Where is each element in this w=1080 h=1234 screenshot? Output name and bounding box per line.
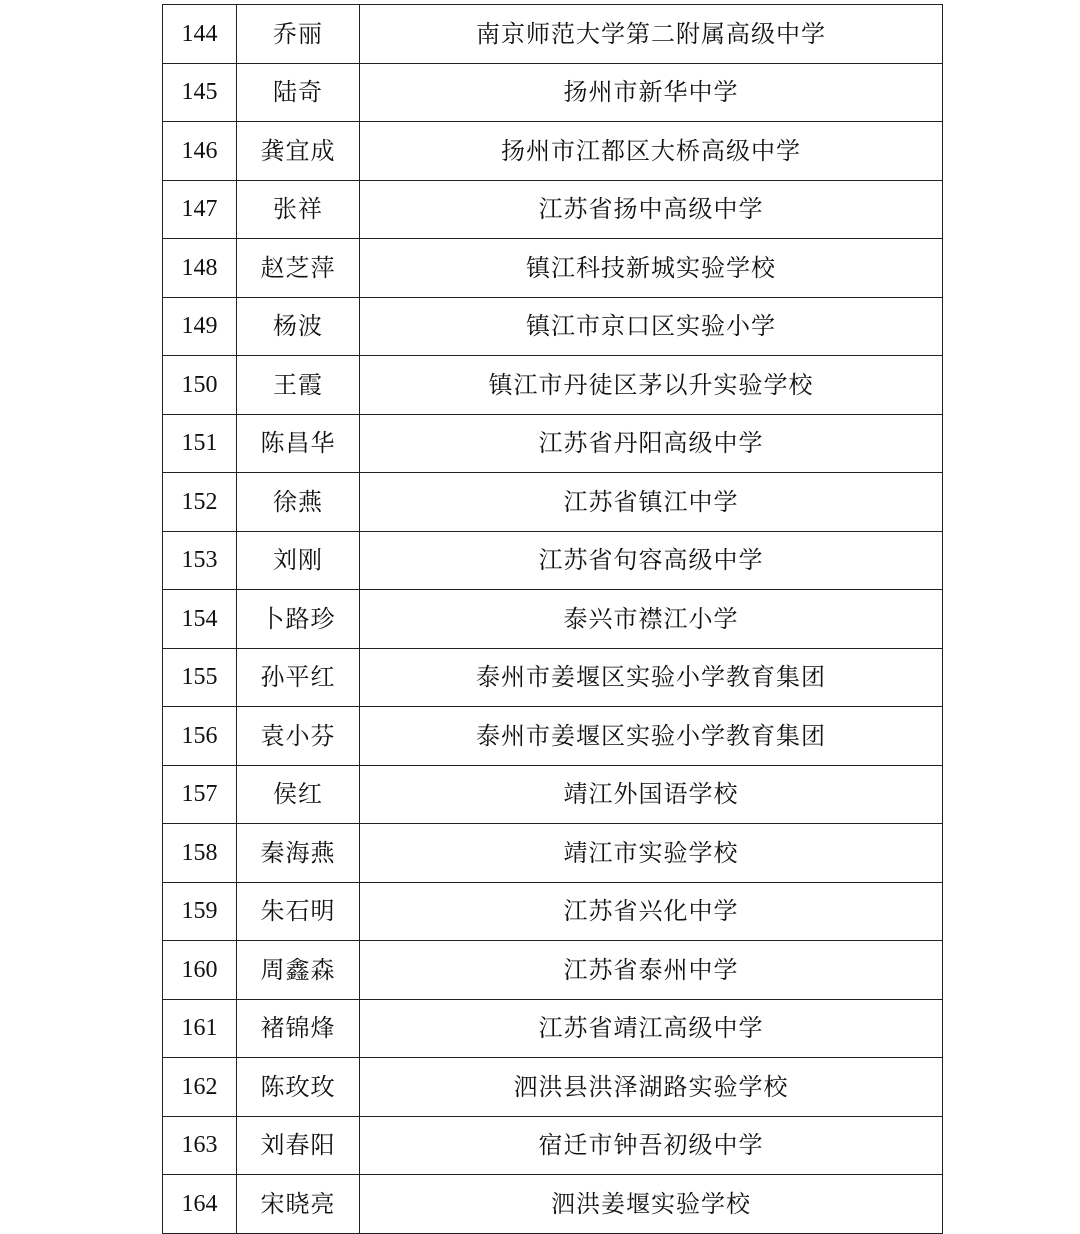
table-row bbox=[163, 473, 943, 532]
school-name: 靖江外国语学校 bbox=[360, 765, 943, 824]
row-number: 156 bbox=[163, 707, 237, 766]
table-row bbox=[163, 999, 943, 1058]
row-number: 164 bbox=[163, 1175, 237, 1234]
table-row bbox=[163, 122, 943, 181]
school-name: 江苏省泰州中学 bbox=[360, 941, 943, 1000]
school-name: 扬州市江都区大桥高级中学 bbox=[360, 122, 943, 181]
school-name: 靖江市实验学校 bbox=[360, 824, 943, 883]
person-name: 侯红 bbox=[237, 765, 360, 824]
row-number: 145 bbox=[163, 63, 237, 122]
school-name: 镇江科技新城实验学校 bbox=[360, 239, 943, 298]
person-name: 褚锦烽 bbox=[237, 999, 360, 1058]
school-name: 南京师范大学第二附属高级中学 bbox=[360, 5, 943, 64]
person-name: 陆奇 bbox=[237, 63, 360, 122]
roster-table-body bbox=[163, 5, 943, 1234]
person-name: 陈玫玫 bbox=[237, 1058, 360, 1117]
school-name: 江苏省扬中高级中学 bbox=[360, 180, 943, 239]
table-row bbox=[163, 707, 943, 766]
table-row bbox=[163, 590, 943, 649]
person-name: 周鑫森 bbox=[237, 941, 360, 1000]
table-row bbox=[163, 414, 943, 473]
row-number: 160 bbox=[163, 941, 237, 1000]
person-name: 张祥 bbox=[237, 180, 360, 239]
person-name: 卜路珍 bbox=[237, 590, 360, 649]
person-name: 朱石明 bbox=[237, 882, 360, 941]
person-name: 陈昌华 bbox=[237, 414, 360, 473]
person-name: 龚宜成 bbox=[237, 122, 360, 181]
school-name: 江苏省兴化中学 bbox=[360, 882, 943, 941]
person-name: 徐燕 bbox=[237, 473, 360, 532]
row-number: 161 bbox=[163, 999, 237, 1058]
table-row bbox=[163, 824, 943, 883]
person-name: 袁小芬 bbox=[237, 707, 360, 766]
table-row bbox=[163, 5, 943, 64]
row-number: 144 bbox=[163, 5, 237, 64]
table-row bbox=[163, 180, 943, 239]
person-name: 刘春阳 bbox=[237, 1116, 360, 1175]
school-name: 江苏省丹阳高级中学 bbox=[360, 414, 943, 473]
school-name: 扬州市新华中学 bbox=[360, 63, 943, 122]
row-number: 147 bbox=[163, 180, 237, 239]
person-name: 杨波 bbox=[237, 297, 360, 356]
row-number: 159 bbox=[163, 882, 237, 941]
row-number: 150 bbox=[163, 356, 237, 415]
person-name: 秦海燕 bbox=[237, 824, 360, 883]
row-number: 153 bbox=[163, 531, 237, 590]
school-name: 镇江市丹徒区茅以升实验学校 bbox=[360, 356, 943, 415]
school-name: 宿迁市钟吾初级中学 bbox=[360, 1116, 943, 1175]
row-number: 148 bbox=[163, 239, 237, 298]
table-row bbox=[163, 531, 943, 590]
row-number: 146 bbox=[163, 122, 237, 181]
table-row bbox=[163, 239, 943, 298]
person-name: 宋晓亮 bbox=[237, 1175, 360, 1234]
row-number: 163 bbox=[163, 1116, 237, 1175]
table-row bbox=[163, 1175, 943, 1234]
table-row bbox=[163, 63, 943, 122]
table-row bbox=[163, 648, 943, 707]
roster-table-container bbox=[162, 4, 942, 1218]
person-name: 刘刚 bbox=[237, 531, 360, 590]
table-row bbox=[163, 1116, 943, 1175]
school-name: 镇江市京口区实验小学 bbox=[360, 297, 943, 356]
school-name: 江苏省靖江高级中学 bbox=[360, 999, 943, 1058]
table-row bbox=[163, 882, 943, 941]
school-name: 泰兴市襟江小学 bbox=[360, 590, 943, 649]
row-number: 162 bbox=[163, 1058, 237, 1117]
person-name: 孙平红 bbox=[237, 648, 360, 707]
person-name: 赵芝萍 bbox=[237, 239, 360, 298]
row-number: 154 bbox=[163, 590, 237, 649]
person-name: 王霞 bbox=[237, 356, 360, 415]
person-name: 乔丽 bbox=[237, 5, 360, 64]
school-name: 江苏省镇江中学 bbox=[360, 473, 943, 532]
school-name: 泰州市姜堰区实验小学教育集团 bbox=[360, 707, 943, 766]
table-row bbox=[163, 356, 943, 415]
row-number: 157 bbox=[163, 765, 237, 824]
row-number: 152 bbox=[163, 473, 237, 532]
school-name: 泰州市姜堰区实验小学教育集团 bbox=[360, 648, 943, 707]
table-row bbox=[163, 765, 943, 824]
row-number: 149 bbox=[163, 297, 237, 356]
school-name: 泗洪县洪泽湖路实验学校 bbox=[360, 1058, 943, 1117]
school-name: 江苏省句容高级中学 bbox=[360, 531, 943, 590]
roster-table bbox=[162, 4, 943, 1234]
school-name: 泗洪姜堰实验学校 bbox=[360, 1175, 943, 1234]
row-number: 155 bbox=[163, 648, 237, 707]
table-row bbox=[163, 1058, 943, 1117]
table-row bbox=[163, 297, 943, 356]
row-number: 158 bbox=[163, 824, 237, 883]
row-number: 151 bbox=[163, 414, 237, 473]
table-row bbox=[163, 941, 943, 1000]
